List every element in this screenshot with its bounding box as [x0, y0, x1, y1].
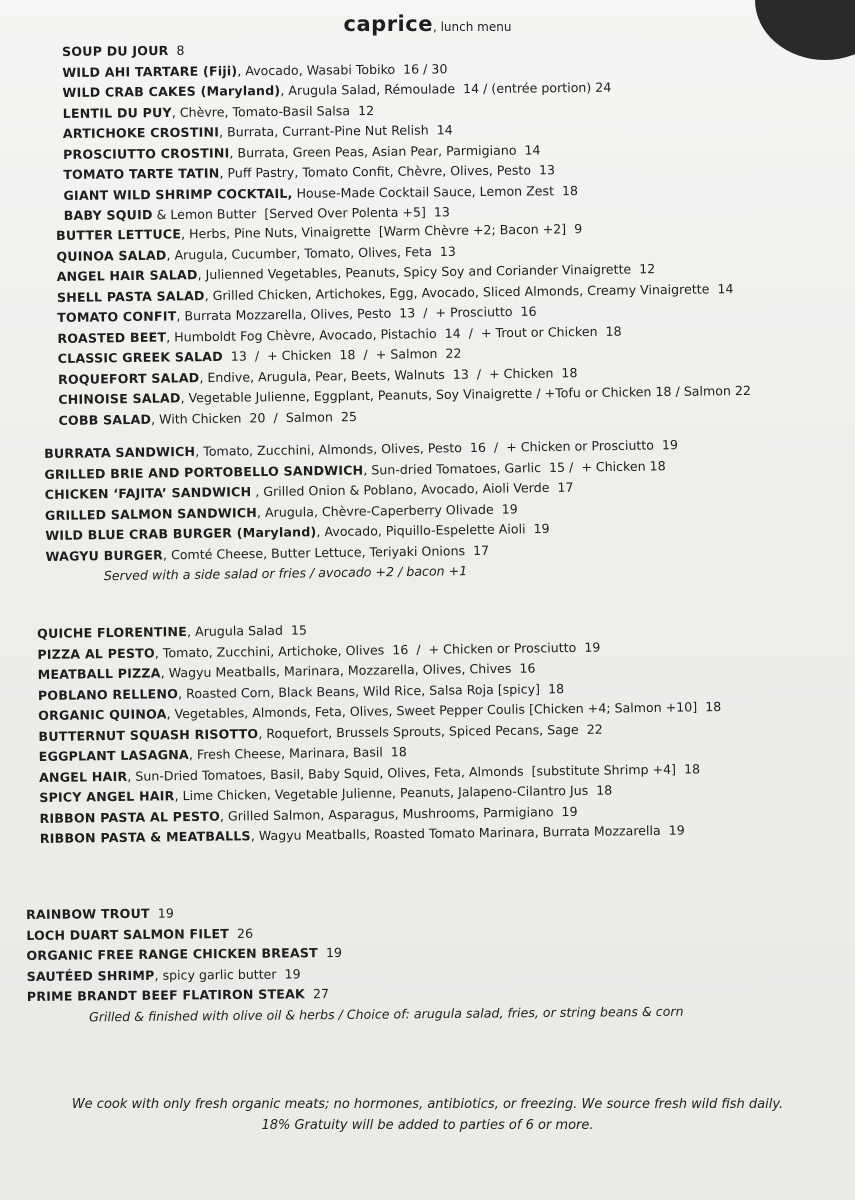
menu-item-name: TOMATO TARTE TATIN — [63, 165, 220, 182]
menu-item-description: House-Made Cocktail Sauce, Lemon Zest 18 — [292, 182, 579, 201]
menu-item-name: COBB SALAD — [58, 411, 152, 428]
menu-item-description: , Humboldt Fog Chèvre, Avocado, Pistachio 14 / + Trout or Chicken 18 — [166, 323, 622, 345]
menu-item-name: CHINOISE SALAD — [58, 390, 181, 407]
menu-item-name: GRILLED BRIE AND PORTOBELLO SANDWICH — [44, 462, 364, 482]
menu-item-description: , Burrata, Currant-Pine Nut Relish 14 — [219, 122, 453, 140]
menu-item-description: , Chèvre, Tomato-Basil Salsa 12 — [171, 102, 375, 120]
grill-section — [26, 899, 684, 1028]
menu-item-description: 26 — [228, 925, 254, 941]
menu-item-description: , Herbs, Pine Nuts, Vinaigrette [Warm Chèvre +2; Bacon +2] 9 — [180, 221, 583, 242]
restaurant-name: caprice — [343, 12, 433, 36]
menu-item-name: LOCH DUART SALMON FILET — [26, 925, 230, 943]
menu-item-description: , Sun-Dried Tomatoes, Basil, Baby Squid, Olives, Feta, Almonds [substitute Shrimp +4] 18 — [127, 760, 701, 784]
menu-item-name: EGGPLANT LASAGNA — [38, 747, 190, 764]
menu-item-name: ANGEL HAIR SALAD — [56, 267, 198, 284]
menu-item-description: , Lime Chicken, Vegetable Julienne, Peanuts, Jalapeno-Cilantro Jus 18 — [174, 782, 613, 804]
menu-item-description: 19 — [149, 905, 174, 921]
menu-item-name: QUICHE FLORENTINE — [37, 624, 188, 641]
menu-item-name: BUTTERNUT SQUASH RISOTTO — [38, 725, 259, 744]
menu-item-name: GRILLED SALMON SANDWICH — [44, 504, 258, 523]
menu-item-description: 13 / + Chicken 18 / + Salmon 22 — [222, 345, 462, 364]
menu-item-description: , Grilled Onion & Poblano, Avocado, Aioli Verde 17 — [251, 479, 574, 500]
menu-item-description: , Wagyu Meatballs, Marinara, Mozzarella, Olives, Chives 16 — [160, 660, 536, 681]
menu-item-description: 27 — [304, 986, 330, 1002]
sourcing-note: We cook with only fresh organic meats; no hormones, antibiotics, or freezing. We source fresh wild fish daily. — [71, 1097, 784, 1112]
menu-item-description: , Avocado, Piquillo-Espelette Aioli 19 — [316, 520, 550, 540]
menu-item-name: BUTTER LETTUCE — [56, 226, 182, 243]
menu-item-name: PIZZA AL PESTO — [37, 644, 155, 662]
menu-item-name: BURRATA SANDWICH — [44, 443, 196, 461]
menu-item-name: WILD CRAB CAKES (Maryland) — [62, 82, 281, 100]
menu-item-name: RIBBON PASTA AL PESTO — [39, 808, 221, 826]
salads-section — [56, 217, 751, 431]
menu-item-description: , Roquefort, Brussels Sprouts, Spiced Pecans, Sage 22 — [258, 721, 603, 741]
menu-item-description: , Arugula Salad 15 — [186, 622, 308, 640]
menu-item-description: , Tomato, Zucchini, Artichoke, Olives 16 / + Chicken or Prosciutto 19 — [154, 639, 601, 660]
menu-item-name: CLASSIC GREEK SALAD — [57, 348, 223, 366]
menu-item-name: ORGANIC QUINOA — [38, 706, 167, 723]
menu-item-name: ARTICHOKE CROSTINI — [62, 124, 220, 141]
menu-item-name: BABY SQUID — [63, 207, 153, 223]
menu-subtitle: , lunch menu — [432, 20, 512, 34]
menu-item-name: POBLANO RELLENO — [37, 685, 179, 703]
gratuity-note: 18% Gratuity will be added to parties of 6 or more. — [261, 1118, 594, 1133]
menu-item-name: WAGYU BURGER — [45, 546, 164, 564]
menu-item-description: , Burrata, Green Peas, Asian Pear, Parmigiano 14 — [229, 141, 541, 160]
menu-item-description: , Julienned Vegetables, Peanuts, Spicy Soy and Coriander Vinaigrette 12 — [197, 261, 656, 283]
menu-item-name: SHELL PASTA SALAD — [56, 287, 205, 305]
menu-footer — [0, 1094, 855, 1136]
menu-item-description: , Grilled Salmon, Asparagus, Mushrooms, Parmigiano 19 — [219, 803, 578, 824]
section-note: Grilled & finished with olive oil & herbs / Choice of: arugula salad, fries, or string beans & corn — [89, 1003, 684, 1024]
menu-item-description: , Grilled Chicken, Artichokes, Egg, Avocado, Sliced Almonds, Creamy Vinaigrette 14 — [204, 280, 734, 303]
menu-item-name: QUINOA SALAD — [56, 247, 167, 264]
menu-item-description: , Sun-dried Tomatoes, Garlic 15 / + Chicken 18 — [363, 457, 666, 478]
menu-item-name: ROQUEFORT SALAD — [57, 369, 200, 387]
menu-item-description: , Puff Pastry, Tomato Confit, Chèvre, Olives, Pesto 13 — [219, 162, 556, 181]
menu-header — [0, 12, 855, 36]
menu-item-description: 8 — [168, 42, 185, 58]
menu-item-description: , Roasted Corn, Black Beans, Wild Rice, Salsa Roja [spicy] 18 — [177, 680, 565, 701]
menu-item-name: SOUP DU JOUR — [62, 42, 169, 59]
menu-item-description: , Wagyu Meatballs, Roasted Tomato Marinara, Burrata Mozzarella 19 — [250, 822, 685, 844]
menu-item-name: GIANT WILD SHRIMP COCKTAIL, — [63, 185, 293, 203]
menu-item-description: 19 — [317, 944, 343, 961]
starters-section — [62, 37, 613, 227]
sandwiches-section — [44, 435, 680, 587]
menu-item-name: PRIME BRANDT BEEF FLATIRON STEAK — [26, 986, 306, 1004]
section-note: Served with a side salad or fries / avocado +2 / bacon +1 — [103, 563, 468, 584]
menu-item-description: , Vegetables, Almonds, Feta, Olives, Sweet Pepper Coulis [Chicken +4; Salmon +10] 18 — [166, 699, 722, 722]
menu-item-description: , Arugula, Cucumber, Tomato, Olives, Feta 13 — [166, 243, 456, 263]
menu-item-description: , spicy garlic butter 19 — [154, 965, 301, 983]
menu-item-description: , Vegetable Julienne, Eggplant, Peanuts, Soy Vinaigrette / +Tofu or Chicken 18 / Salmon 22 — [180, 382, 752, 406]
menu-item-description: , Avocado, Wasabi Tobiko 16 / 30 — [237, 60, 448, 78]
menu-item-name: CHICKEN ‘FAJITA’ SANDWICH — [44, 484, 252, 502]
menu-item-description: , Endive, Arugula, Pear, Beets, Walnuts 13 / + Chicken 18 — [199, 364, 578, 385]
menu-item-description: , Fresh Cheese, Marinara, Basil 18 — [188, 744, 407, 763]
menu-item-name: LENTIL DU PUY — [62, 104, 172, 121]
menu-item-description: , Arugula Salad, Rémoulade 14 / (entrée portion) 24 — [280, 79, 612, 98]
mains-section — [37, 615, 723, 849]
menu-item-description: , Tomato, Zucchini, Almonds, Olives, Pesto 16 / + Chicken or Prosciutto 19 — [195, 437, 679, 459]
menu-item-description: , Burrata Mozzarella, Olives, Pesto 13 / + Prosciutto 16 — [176, 303, 537, 324]
menu-item-name: SPICY ANGEL HAIR — [39, 788, 175, 805]
menu-item-name: SAUTÉED SHRIMP — [26, 967, 155, 984]
menu-item-description: & Lemon Butter [Served Over Polenta +5] 13 — [152, 204, 450, 223]
menu-item-name: WILD BLUE CRAB BURGER (Maryland) — [45, 524, 317, 543]
menu-item-name: MEATBALL PIZZA — [37, 665, 161, 682]
menu-item-description: , With Chicken 20 / Salmon 25 — [151, 408, 358, 427]
menu-item-name: WILD AHI TARTARE (Fiji) — [62, 62, 238, 80]
menu-item-name: RAINBOW TROUT — [26, 905, 150, 922]
menu-item-name: RIBBON PASTA & MEATBALLS — [39, 828, 251, 846]
menu-item-name: ROASTED BEET — [57, 329, 167, 346]
menu-item-description: , Arugula, Chèvre-Caperberry Olivade 19 — [256, 500, 518, 520]
menu-item-description: , Comté Cheese, Butter Lettuce, Teriyaki Onions 17 — [162, 542, 490, 562]
menu-item-name: ORGANIC FREE RANGE CHICKEN BREAST — [26, 945, 318, 963]
menu-item-name: PROSCIUTTO CROSTINI — [63, 144, 230, 162]
menu-item-name: TOMATO CONFIT — [57, 308, 177, 325]
menu-item-name: ANGEL HAIR — [38, 768, 128, 785]
